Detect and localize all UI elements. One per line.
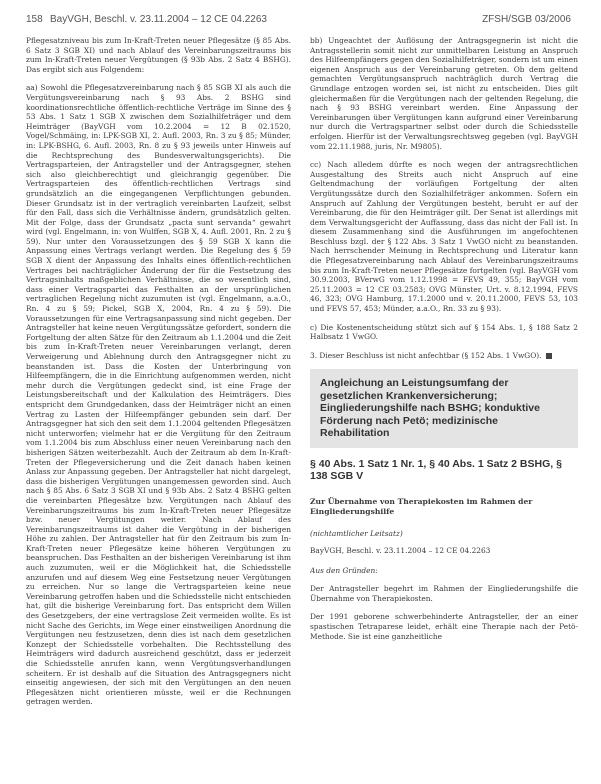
paragraph: cc) Nach alledem dürfte es noch wegen der antragsrechtlichen Ausgestaltung des Streits auch nicht Anspruch auf eine Geltendmachung der vorläufigen Fortgeltung der alten Vergütungssätze durch den Sozialhilfeträger ankommen. Sofern ein Anspruch auf Zahlung der Vergütungen besteht, beruht er auf der Vereinbarung, die für den Heimträger gilt. Der Senat ist allerdings mit dem Verwaltungsgericht der Auffassung, dass das nicht der Fall ist. In diesem Zusammenhang sind die Ausführungen im angefochtenen Beschluss bzgl. der § 122 Abs. 3 Satz 1 VwGO nicht zu beanstanden. Nach herrschender Meinung in Rechtsprechung und Literatur kann die Pflegesatzvereinbarung nach Ablauf des Vereinbarungszeitraums bis zum In-Kraft-Treten neuer Pflegesätze fortgelten (vgl. BayVGH vom 30.9.2003, BVerwG vom 1.12.1998 = FEVS 49, 355; BayVGH vom 25.11.2003 = 12 CE 03.2583; OVG Münster, Urt. v. 8.12.1994, FEVS 46, 323; OVG Hamburg, 17.1.2000 und v. 20.11.2000, FEVS 53, 103 und FEVS 57, 453; Münder, a.a.O., Rn. 33 zu § 93). bbox=[310, 160, 578, 314]
journal-issue: ZFSH/SGB 03/2006 bbox=[482, 14, 571, 25]
paragraph: aa) Sowohl die Pflegesatzvereinbarung nach § 85 SGB XI als auch die Vergütungsvereinbarung nach § 93 Abs. 2 BSHG sind koordinationsrechtliche öffentlich-rechtliche Verträge im Sinne des § 53 Abs. 1 Satz 1 SGB X zwischen dem Sozialhilfeträger und dem Heimträger (BayVGH vom 10.2.2004 = 12 B 02.1520, Vogel/Schmäing, in: LPK-SGB XI, 2. Aufl. 2003, Rn. 3 zu § 85; Münder, in: LPK-BSHG, 6. Aufl. 2003, Rn. 8 zu § 93 jeweils unter Hinweis auf die Rechtsprechung des Bundesverwaltungsgerichts). Die Vertragsparteien, der Antragsteller und der Antragsgegner, stehen sich also gleichberechtigt und gleichrangig gegenüber. Die Vertragsparteien des öffentlich-rechtlichen Vertrags sind grundsätzlich an die eingegangenen Verpflichtungen gebunden. Dieser Grundsatz ist in der vertraglich vereinbarten Laufzeit, selbst für den Fall, dass sich die Verhältnisse ändern, grundsätzlich gelten. Mit der Folge, dass der Grundsatz „pacta sunt servanda“ gewahrt wird (vgl. Engelmann, in: von Wulffen, SGB X, 4. Aufl. 2001, Rn. 2 zu § 59). Nur unter den Voraussetzungen des § 59 SGB X kann die Anpassung eines Vertrags verlangt werden. Die Regelung des § 59 SGB X dient der Anpassung des Inhalts eines öffentlich-rechtlichen Vertrages bei nachträglicher Änderung der für die Festsetzung des Vertragsinhalts maßgeblichen Verhältnisse, die so wesentlich sind, dass einer Vertragspartei das Festhalten an der ursprünglichen vertraglichen Regelung nicht zuzumuten ist (vgl. Engelmann, a.a.O., Rn. 4 zu § 59; Pickel, SGB X, 2004, Rn. 4 zu § 59). Die Voraussetzungen für eine Vertragsanpassung sind nicht gegeben. Der Antragsteller hat keine neuen Vergütungssätze gefordert, sondern die Fortgeltung der alten Sätze für den Zeitraum ab 1.1.2004 und die Zeit bis zum In-Kraft-Treten neuer Vereinbarungen verlangt, deren Verweigerung und Ablehnung durch den Antragsgegner nicht zu beanstanden ist. Dass die Kosten der Unterbringung von Hilfeempfängern, die in die Einrichtung aufgenommen werden, nicht mehr durch die Vergütungen gedeckt sind, ist eine Frage der Leistungsbereitschaft und der Kalkulation des Heimträgers. Dies entspricht dem Grundgedanken, dass der Heimträger nicht an einen Vertrag zu Lasten der Hilfeempfänger gebunden sein darf. Der Antragsgegner hat sich den seit dem 1.1.2004 geltenden Pflegesätzen nicht unterworfen; vielmehr hat er die Vergütung für den Zeitraum vom 1.1.2004 bis zum Abschluss einer neuen Vereinbarung nach den bisherigen Sätzen weiterbezahlt. Auch der Zeitraum ab dem In-Kraft-Treten der Pflegeversicherung und die Zeit danach haben keinen Anlass zur Anpassung gegeben. Der Antragsteller hat nicht dargelegt, dass die bisherigen Vergütungen unangemessen geworden sind. Auch nach § 85 Abs. 6 Satz 3 SGB XI und § 93b Abs. 2 Satz 4 BSHG gelten die vereinbarten Pflegesätze bzw. Vergütungen nach Ablauf des Vereinbarungszeitraums bis zum In-Kraft-Treten neuer Pflegesätze bzw. neuer Vergütungen weiter. Nach Ablauf des Vereinbarungszeitraums ist daher die Vergütung in der bisherigen Höhe zu zahlen. Der Antragsteller hat für den Zeitraum bis zum In-Kraft-Treten neuer Pflegesätze keine höheren Vergütungen zu beanspruchen. Das Festhalten an der bisherigen Vereinbarung ist ihm auch zuzumuten, weil er die Möglichkeit hat, die Schiedsstelle anzurufen und auf diesem Weg eine Festsetzung neuer Vergütungen zu erreichen. Nur so lange die Vertragsparteien keine neue Vereinbarung getroffen haben und die Schiedsstelle nicht entschieden hat, gilt die bisherige Vereinbarung fort. Das entspricht dem Willen des Gesetzgebers, der eine vertragslose Zeit vermeiden wollte. Es ist nicht Sache des Gerichts, im Wege einer einstweiligen Anordnung die Vergütungen neu festzusetzen, denn dies ist nach dem gesetzlichen Konzept der Schiedsstelle vorbehalten. Die Rechtsstellung des Heimträgers wird dadurch ausreichend geschützt, dass er jederzeit die Schiedsstelle anrufen kann, wenn Vergütungsverhandlungen scheitern. Er ist deshalb auf die Situation des Antragsgegners nicht einseitig angewiesen, der sich mit den Vergütungen an den neuen Pflegesätzen nicht orientieren müsste, weil er die Rechnungen getragen werden. bbox=[26, 83, 291, 707]
topic-box: Angleichung an Leistungsumfang der gesetzlichen Krankenversicherung; Eingliederungshilfe nach BSHG; konduktive Förderung nach Petö; medizinische Rehabilitation bbox=[310, 369, 578, 448]
right-column bbox=[310, 36, 578, 780]
page-number: 158 bbox=[26, 14, 43, 25]
decision-reference: BayVGH, Beschl. v. 23.11.2004 – 12 CE 04.2263 bbox=[310, 546, 491, 556]
paragraph: Der Antragsteller begehrt im Rahmen der Eingliederungshilfe die Übernahme von Therapiekosten. bbox=[310, 584, 578, 603]
paragraph: c) Die Kostenentscheidung stützt sich auf § 154 Abs. 1, § 188 Satz 2 Halbsatz 1 VwGO. bbox=[310, 322, 578, 342]
paragraph-with-endmark bbox=[310, 351, 578, 361]
paragraph: Pflegesatzniveau bis zum In-Kraft-Treten neuer Pflegesätze (§ 85 Abs. 6 Satz 3 SGB XI) und nach Ablauf des Vereinbarungszeitraums bis zum In-Kraft-Treten neuer Vergütungen (§ 93b Abs. 2 Satz 4 BSHG). Das ergibt sich aus Folgendem: bbox=[26, 36, 291, 74]
end-of-article-mark bbox=[546, 353, 552, 359]
paragraph: Der 1991 geborene schwerbehinderte Antragsteller, der an einer spastischen Tetraparese leidet, erhält eine Therapie nach der Petö-Methode. Sie ist eine ganzheitliche bbox=[310, 612, 578, 641]
legal-norms: § 40 Abs. 1 Satz 1 Nr. 1, § 40 Abs. 1 Satz 2 BSHG, § 138 SGB V bbox=[310, 457, 562, 483]
paragraph: bb) Ungeachtet der Auflösung der Antragsgegnerin ist nicht die Antragsstellerin somit nicht zur unmittelbaren Leistung an Anspruch des Hilfeempfängers gegen den Sozialhilfeträger, sondern ist um einen eigenen Anspruch aus der Vereinbarung getreten. Ob dem geltend gemachten Vergütungsanspruch nachträglich durch Vertrag die Grundlage entzogen worden sei, ist nicht zu entscheiden. Dies gilt gleichermaßen für die Vergütungen nach der geltenden Regelung, die nach § 93 BSHG vereinbart werden. Eine Anpassung der Vereinbarungen über Vergütungen kann aufgrund einer Vereinbarung nur durch die Vertragspartner selbst oder durch die Schiedsstelle erfolgen. Hierfür ist der Verwaltungsrechtsweg gegeben (vgl. BayVGH vom 22.11.1988, juris, Nr. M9805). bbox=[310, 36, 578, 151]
facts-heading: Aus den Gründen: bbox=[310, 565, 378, 575]
decision-headline: Zur Übernahme von Therapiekosten im Rahmen der Eingliederungshilfe bbox=[310, 496, 533, 516]
left-column bbox=[26, 36, 291, 780]
page-header bbox=[26, 14, 571, 30]
court-reference: BayVGH, Beschl. v. 23.11.2004 – 12 CE 04.2263 bbox=[50, 14, 267, 25]
non-official-headnote-label: (nichtamtlicher Leitsatz) bbox=[310, 528, 403, 538]
paragraph-text: 3. Dieser Beschluss ist nicht anfechtbar (§ 152 Abs. 1 VwGO). bbox=[310, 350, 542, 360]
